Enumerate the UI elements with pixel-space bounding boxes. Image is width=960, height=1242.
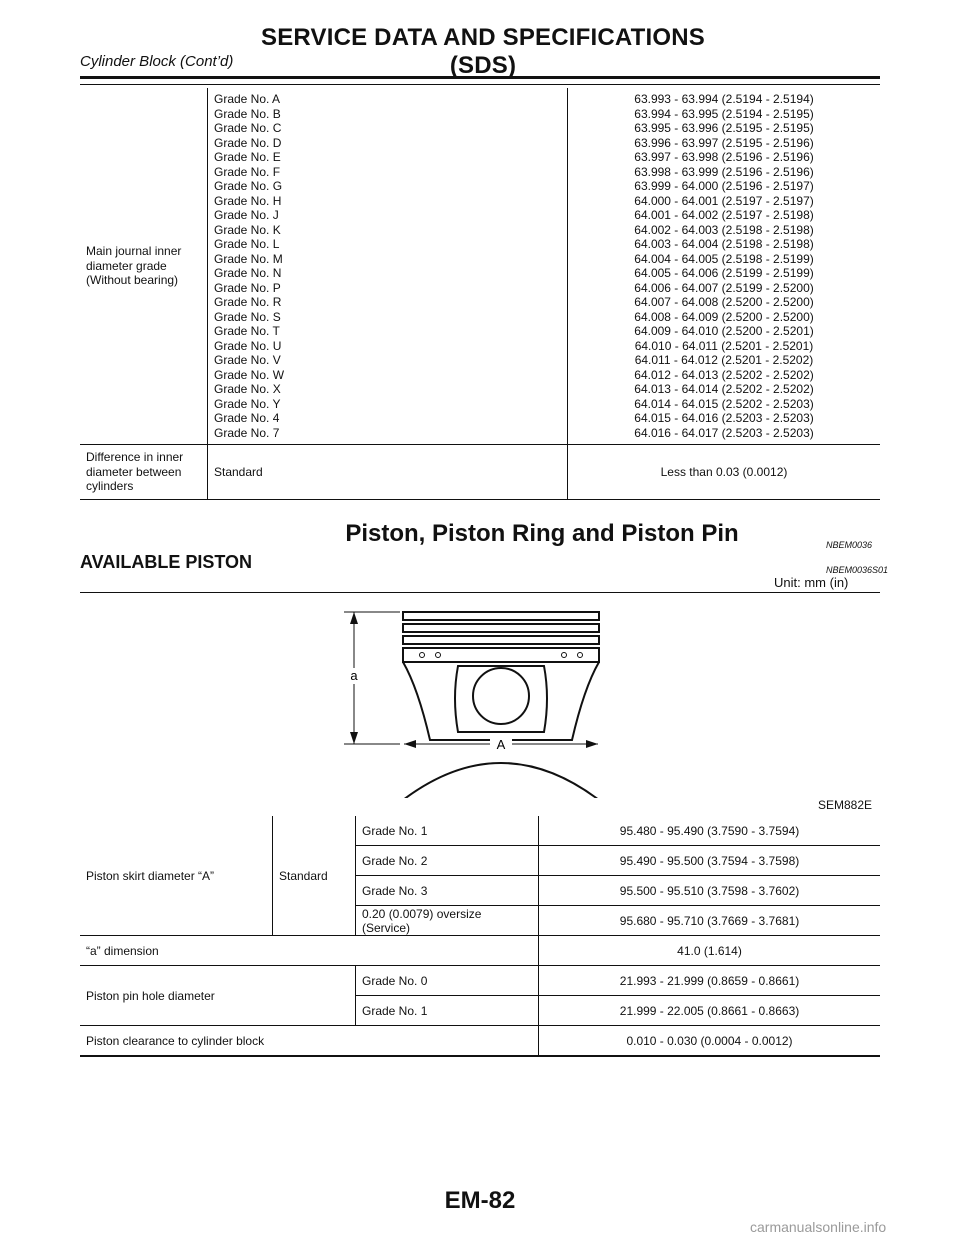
grade-label: Grade No. T — [214, 324, 280, 338]
grade-label: Grade No. A — [214, 92, 281, 106]
grade-value: 63.993 - 63.994 (2.5194 - 2.5194) — [634, 92, 814, 106]
arrow-left-icon — [404, 740, 416, 748]
table-row — [80, 936, 880, 966]
grade-label: Grade No. 7 — [214, 425, 280, 440]
grade-value: 64.008 - 64.009 (2.5200 - 2.5200) — [634, 309, 814, 324]
grade-value: 63.999 - 64.000 (2.5196 - 2.5197) — [634, 179, 814, 193]
grade-value: 64.015 - 64.016 (2.5203 - 2.5203) — [634, 411, 814, 425]
pin-boss — [455, 666, 547, 732]
grade-label: Grade No. M — [214, 251, 283, 266]
grade-value: 63.997 - 63.998 (2.5196 - 2.5196) — [634, 150, 814, 164]
label-line: cylinders — [86, 479, 134, 494]
row-label — [80, 88, 208, 445]
grade-value: 64.013 - 64.014 (2.5202 - 2.5202) — [634, 382, 814, 396]
clearance-label: Piston clearance to cylinder block — [80, 1026, 539, 1057]
grade-value: 63.996 - 63.997 (2.5195 - 2.5196) — [634, 135, 814, 150]
journal-grade-table — [80, 88, 880, 500]
grade-value: 64.011 - 64.012 (2.5201 - 2.5202) — [634, 353, 814, 367]
value-cell: 95.480 - 95.490 (3.7590 - 3.7594) — [539, 816, 881, 846]
label-line: Main journal inner — [86, 244, 182, 259]
a-dimension-label: “a” dimension — [80, 936, 539, 966]
grade-value: 64.003 - 64.004 (2.5198 - 2.5198) — [634, 237, 814, 251]
page-header-subtitle: Cylinder Block (Cont’d) — [80, 53, 234, 70]
grade-value: 64.009 - 64.010 (2.5200 - 2.5201) — [634, 324, 814, 338]
grade-list — [214, 88, 561, 444]
piston-ring-3 — [403, 636, 599, 644]
section-title: Piston, Piston Ring and Piston Pin — [345, 520, 739, 547]
grade-label: Grade No. X — [214, 382, 281, 396]
grade-label: Grade No. B — [214, 106, 281, 121]
grade-label: Grade No. U — [214, 338, 282, 353]
value-cell: 21.993 - 21.999 (0.8659 - 0.8661) — [539, 966, 881, 996]
piston-crown — [403, 648, 599, 662]
oil-hole-icon — [562, 653, 567, 658]
value-cell: 21.999 - 22.005 (0.8661 - 0.8663) — [539, 996, 881, 1026]
value-column — [568, 88, 881, 445]
table-top-rule — [80, 84, 880, 85]
arrow-down-icon — [350, 732, 358, 744]
subsection-code: NBEM0036S01 — [826, 565, 889, 575]
grade-cell: Grade No. 1 — [356, 996, 539, 1026]
section-code: NBEM0036 — [826, 540, 873, 550]
table-row — [80, 1026, 880, 1057]
grade-value: 64.006 - 64.007 (2.5199 - 2.5200) — [634, 280, 814, 295]
row-label — [80, 445, 208, 500]
grade-label: Grade No. C — [214, 121, 282, 135]
header-rule — [80, 76, 880, 79]
grade-value: 63.995 - 63.996 (2.5195 - 2.5195) — [634, 121, 814, 135]
label-line: diameter grade — [86, 258, 167, 273]
grade-value: 64.016 - 64.017 (2.5203 - 2.5203) — [634, 425, 814, 440]
grade-label: Grade No. E — [214, 150, 281, 164]
oil-hole-icon — [420, 653, 425, 658]
grade-value: 64.007 - 64.008 (2.5200 - 2.5200) — [634, 295, 814, 309]
grade-value: 64.001 - 64.002 (2.5197 - 2.5198) — [634, 208, 814, 222]
grade-cell: Grade No. 2 — [356, 846, 539, 876]
grade-value: 64.004 - 64.005 (2.5198 - 2.5199) — [634, 251, 814, 266]
piston-spec-table — [80, 816, 880, 1057]
value-cell: 95.680 - 95.710 (3.7669 - 3.7681) — [539, 906, 881, 936]
piston-figure — [340, 608, 620, 798]
journal-diameter-label — [86, 240, 201, 292]
table-row — [80, 445, 880, 500]
oil-hole-icon — [578, 653, 583, 658]
grade-label: Grade No. D — [214, 135, 282, 150]
table-row — [80, 88, 880, 445]
standard-cell: Standard — [208, 445, 568, 500]
grade-value: 64.000 - 64.001 (2.5197 - 2.5197) — [634, 193, 814, 208]
grade-label: Grade No. F — [214, 164, 281, 179]
piston-skirt — [403, 662, 599, 740]
grade-label: Grade No. Y — [214, 396, 281, 411]
grade-value: 64.012 - 64.013 (2.5202 - 2.5202) — [634, 367, 814, 382]
grade-value: 64.010 - 64.011 (2.5201 - 2.5201) — [634, 338, 814, 353]
grade-label: Grade No. J — [214, 208, 279, 222]
grade-label: Grade No. K — [214, 222, 281, 237]
table-row — [80, 966, 880, 996]
grade-label: Grade No. G — [214, 179, 283, 193]
grade-value: 64.002 - 64.003 (2.5198 - 2.5198) — [634, 222, 814, 237]
figure-code: SEM882E — [818, 798, 873, 812]
watermark: carmanualsonline.info — [750, 1219, 887, 1235]
difference-value: Less than 0.03 (0.0012) — [568, 445, 881, 500]
grade-label: Grade No. R — [214, 295, 282, 309]
grade-label: Grade No. 4 — [214, 411, 280, 425]
grade-cell: Grade No. 3 — [356, 876, 539, 906]
piston-ring-2 — [403, 624, 599, 632]
unit-label: Unit: mm (in) — [774, 575, 849, 590]
grade-label: Grade No. N — [214, 266, 282, 280]
value-list — [574, 88, 874, 444]
piston-skirt-bottom — [403, 763, 599, 798]
piston-ring-1 — [403, 612, 599, 620]
grade-label: Grade No. P — [214, 280, 281, 295]
arrow-up-icon — [350, 612, 358, 624]
grade-value: 63.994 - 63.995 (2.5194 - 2.5195) — [634, 106, 814, 121]
difference-label — [86, 446, 201, 498]
value-cell: 95.500 - 95.510 (3.7598 - 3.7602) — [539, 876, 881, 906]
arrow-right-icon — [586, 740, 598, 748]
skirt-label: Piston skirt diameter “A” — [80, 816, 273, 936]
section-rule — [80, 592, 880, 593]
grade-label: Grade No. W — [214, 367, 285, 382]
table-row — [80, 816, 880, 846]
grade-value: 63.998 - 63.999 (2.5196 - 2.5196) — [634, 164, 814, 179]
grade-value: 64.005 - 64.006 (2.5199 - 2.5199) — [634, 266, 814, 280]
grade-label: Grade No. L — [214, 237, 280, 251]
value-cell: 95.490 - 95.500 (3.7594 - 3.7598) — [539, 846, 881, 876]
skirt-standard: Standard — [273, 816, 356, 936]
page-number: EM-82 — [444, 1187, 516, 1214]
oil-hole-icon — [436, 653, 441, 658]
grade-value: 64.014 - 64.015 (2.5202 - 2.5203) — [634, 396, 814, 411]
grade-cell: Grade No. 0 — [356, 966, 539, 996]
label-line: Difference in inner — [86, 450, 184, 465]
pin-hole-icon — [473, 668, 529, 724]
label-line: (Without bearing) — [86, 273, 179, 288]
a-dimension-value: 41.0 (1.614) — [539, 936, 881, 966]
page-header-title: SERVICE DATA AND SPECIFICATIONS (SDS) — [260, 24, 705, 79]
grade-label: Grade No. S — [214, 309, 281, 324]
grade-column — [208, 88, 568, 445]
subsection-title: AVAILABLE PISTON — [80, 552, 253, 572]
grade-label: Grade No. H — [214, 193, 282, 208]
dimension-a-label: a — [350, 668, 358, 683]
dimension-A-label: A — [496, 737, 506, 752]
clearance-value: 0.010 - 0.030 (0.0004 - 0.0012) — [539, 1026, 881, 1057]
label-line: diameter between — [86, 464, 182, 479]
grade-cell: 0.20 (0.0079) oversize (Service) — [356, 906, 539, 936]
grade-label: Grade No. V — [214, 353, 281, 367]
grade-cell: Grade No. 1 — [356, 816, 539, 846]
pin-hole-label: Piston pin hole diameter — [80, 966, 356, 1026]
